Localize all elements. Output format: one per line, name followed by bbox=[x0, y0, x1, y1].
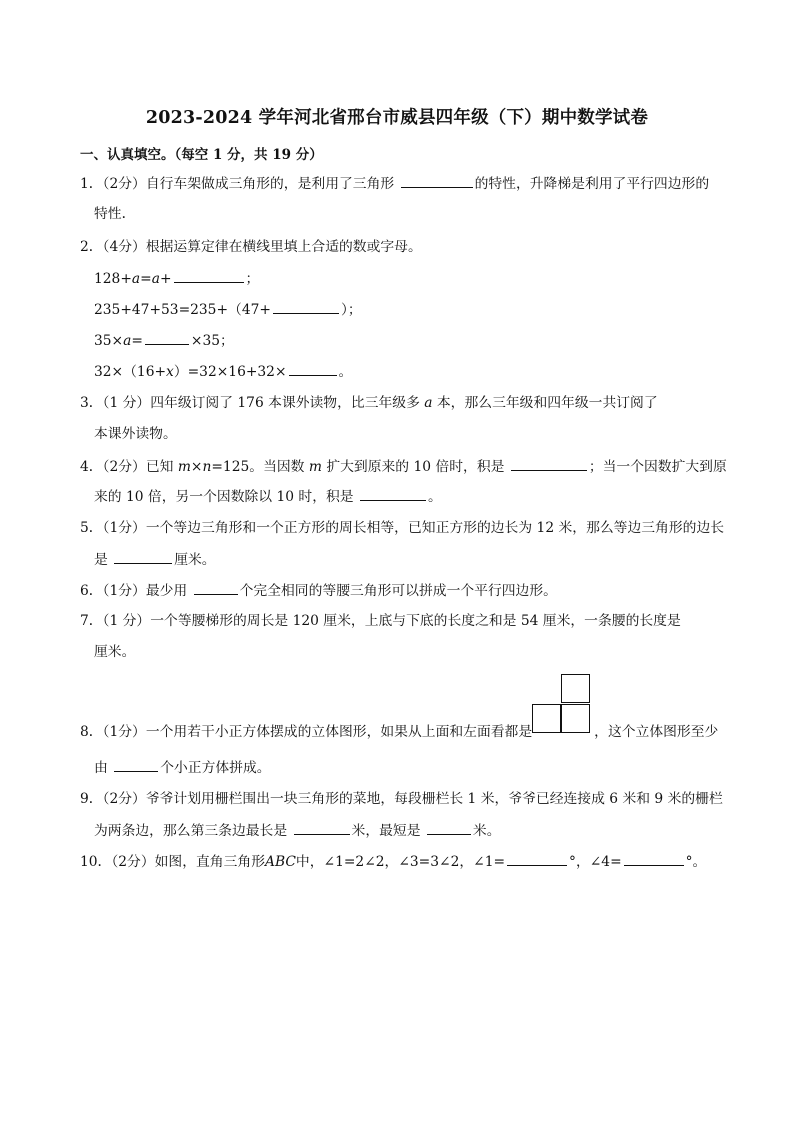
question-7-line-2: 厘米。 bbox=[94, 644, 136, 660]
question-9-text: 米。 bbox=[472, 823, 501, 839]
question-10-text: °，∠4= bbox=[569, 854, 622, 870]
question-8-line-2 bbox=[94, 757, 271, 778]
expr-text: ×35； bbox=[190, 333, 234, 349]
question-6-text: 6．（1分）最少用 bbox=[80, 583, 192, 599]
var-a: a bbox=[424, 395, 433, 411]
question-3-text: 3．（1 分）四年级订阅了 176 本课外读物，比三年级多 bbox=[80, 395, 425, 411]
question-6-line-1 bbox=[80, 580, 557, 601]
expr-text: 128+ bbox=[94, 271, 132, 287]
question-4-text: 来的 10 倍，另一个因数除以 10 时，积是 bbox=[94, 489, 358, 505]
question-9-line-1: 9．（2分）爷爷计划用栅栏围出一块三角形的菜地，每段栅栏长 1 米，爷爷已经连接成 6 米和 9 米的栅栏 bbox=[80, 791, 723, 807]
question-8-text: ，这个立体图形至少 bbox=[594, 724, 719, 740]
var-m: m bbox=[308, 459, 322, 475]
var-a: a bbox=[123, 333, 132, 349]
var-a: a bbox=[151, 271, 160, 287]
question-9-text: 为两条边，那么第三条边最长是 bbox=[94, 823, 292, 839]
question-4-line-1 bbox=[80, 456, 727, 477]
var-m: m bbox=[177, 459, 191, 475]
question-2-line-3 bbox=[94, 330, 234, 351]
expr-text: = bbox=[131, 333, 143, 349]
question-2-head: 2．（4分）根据运算定律在横线里填上合适的数或字母。 bbox=[80, 239, 422, 255]
answer-blank[interactable] bbox=[114, 549, 172, 564]
question-10-text: 中，∠1=2∠2，∠3=3∠2，∠1= bbox=[295, 854, 506, 870]
question-9-text: 米，最短是 bbox=[351, 823, 425, 839]
answer-blank[interactable] bbox=[174, 268, 244, 283]
answer-blank[interactable] bbox=[294, 820, 350, 835]
question-3-line-1 bbox=[80, 393, 658, 413]
question-10-text: 10．（2分）如图，直角三角形 bbox=[80, 854, 265, 870]
question-4-text: 4．（2分）已知 bbox=[80, 459, 178, 475]
question-3-text-2: 本，那么三年级和四年级一共订阅了 bbox=[432, 395, 658, 411]
question-5-line-1: 5．（1分）一个等边三角形和一个正方形的周长相等，已知正方形的边长为 12 米，那么等边三角形的边长 bbox=[80, 520, 725, 536]
question-8-line-1 bbox=[80, 722, 718, 742]
question-1-line-2: 特性． bbox=[94, 206, 136, 222]
expr-text: ； bbox=[245, 271, 260, 287]
question-5-text: 是 bbox=[94, 552, 113, 568]
expr-text: 32×（16+ bbox=[94, 364, 167, 380]
answer-blank[interactable] bbox=[401, 173, 473, 188]
page-title: 2023-2024 学年河北省邢台市威县四年级（下）期中数学试卷 bbox=[145, 108, 649, 128]
question-8-text: 由 bbox=[94, 760, 113, 776]
section-heading: 一、认真填空。（每空 1 分，共 19 分） bbox=[80, 147, 323, 163]
expr-text: 35× bbox=[94, 333, 124, 349]
times-sign: × bbox=[190, 459, 203, 475]
question-1-text-2: 的特性，升降梯是利用了平行四边形的 bbox=[474, 176, 710, 192]
expr-text: ）=32×16+32× bbox=[173, 364, 287, 380]
figure-square bbox=[561, 674, 590, 703]
question-2-line-2 bbox=[94, 299, 362, 320]
question-10-text: °。 bbox=[685, 854, 707, 870]
var-n: n bbox=[202, 459, 212, 475]
question-5-text: 厘米。 bbox=[174, 552, 216, 568]
answer-blank[interactable] bbox=[273, 299, 339, 314]
question-6-text: 个完全相同的等腰三角形可以拼成一个平行四边形。 bbox=[239, 583, 557, 599]
answer-blank[interactable] bbox=[289, 361, 337, 376]
answer-blank[interactable] bbox=[427, 820, 471, 835]
answer-blank[interactable] bbox=[145, 330, 189, 345]
expr-text: 235+47+53=235+（47+ bbox=[94, 302, 271, 318]
answer-blank[interactable] bbox=[360, 486, 426, 501]
question-10-line-1 bbox=[80, 851, 706, 872]
question-8-text: 8．（1分）一个用若干小正方体摆成的立体图形，如果从上面和左面看都是 bbox=[80, 724, 533, 740]
answer-blank[interactable] bbox=[624, 851, 684, 866]
question-7-line-1: 7．（1 分）一个等腰梯形的周长是 120 厘米，上底与下底的长度之和是 54 厘米，一条腰的长度是 bbox=[80, 613, 681, 629]
question-4-text: 。 bbox=[428, 489, 442, 505]
expr-text: = bbox=[140, 271, 152, 287]
expr-text: 。 bbox=[338, 364, 353, 380]
question-1-line-1 bbox=[80, 173, 709, 194]
question-8-text: 个小正方体拼成。 bbox=[160, 760, 271, 776]
var-x: x bbox=[166, 364, 174, 380]
question-4-text: =125。当因数 bbox=[211, 459, 309, 475]
answer-blank[interactable] bbox=[114, 757, 158, 772]
question-2-line-4 bbox=[94, 361, 352, 382]
question-5-line-2 bbox=[94, 549, 216, 570]
expr-text: + bbox=[159, 271, 172, 287]
question-4-text: 扩大到原来的 10 倍时，积是 bbox=[321, 459, 509, 475]
question-3-line-2: 本课外读物。 bbox=[94, 426, 177, 442]
question-1-text: 1．（2分）自行车架做成三角形的，是利用了三角形 bbox=[80, 176, 399, 192]
answer-blank[interactable] bbox=[507, 851, 567, 866]
question-9-line-2 bbox=[94, 820, 501, 841]
question-4-text: ；当一个因数扩大到原 bbox=[588, 459, 727, 475]
triangle-label: ABC bbox=[265, 854, 296, 870]
question-4-line-2 bbox=[94, 486, 442, 507]
expr-text: ）； bbox=[340, 302, 362, 318]
answer-blank[interactable] bbox=[194, 580, 238, 595]
question-2-line-1 bbox=[94, 268, 259, 289]
answer-blank[interactable] bbox=[511, 456, 587, 471]
var-a: a bbox=[131, 271, 141, 287]
